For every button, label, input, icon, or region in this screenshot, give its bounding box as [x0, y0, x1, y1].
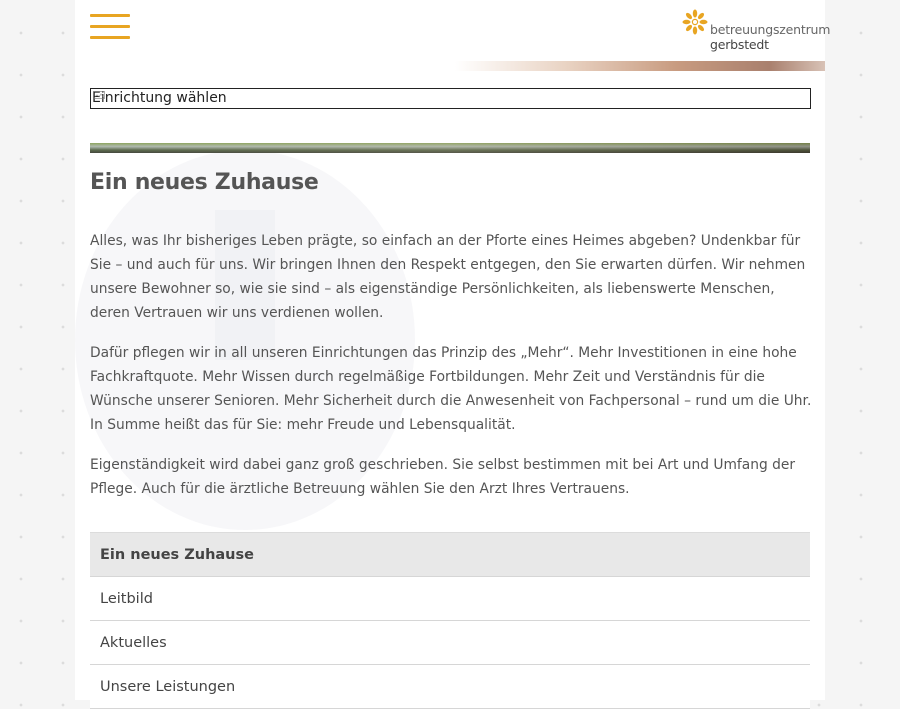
- site-logo[interactable]: [682, 9, 831, 53]
- page-title: Ein neues Zuhause: [90, 170, 319, 195]
- subnav-item-unsere-leistungen[interactable]: Unsere Leistungen: [90, 665, 810, 709]
- logo-text-line2: gerbstedt: [710, 37, 769, 52]
- section-subnav: [90, 532, 810, 709]
- main-content: [90, 229, 812, 517]
- content-paragraph: Dafür pflegen wir in all unseren Einrichtungen das Prinzip des „Mehr“. Mehr Investitionen in eine hohe Fachkraftquote. Mehr Wissen durch regelmäßige Fortbildungen. Mehr Zeit und Verständnis für die Wünsche unserer Senioren. Mehr Sicherheit durch die Anwesenheit von Fachpersonal – rund um die Uhr. In Summe heißt das für Sie: mehr Freude und Lebensqualität.: [90, 345, 812, 433]
- hamburger-menu-icon[interactable]: [90, 14, 130, 40]
- banner-image-strip: [90, 143, 810, 153]
- header-image-strip: [455, 61, 825, 71]
- subnav-item-ein-neues-zuhause[interactable]: Ein neues Zuhause: [90, 532, 810, 577]
- sun-flower-logo-icon: [682, 9, 708, 35]
- facility-select-value: Einrichtung wählen: [92, 90, 227, 106]
- facility-select[interactable]: [90, 88, 811, 109]
- broken-image-icon: [93, 91, 105, 99]
- content-paragraph: Eigenständigkeit wird dabei ganz groß geschrieben. Sie selbst bestimmen mit bei Art und Umfang der Pflege. Auch für die ärztliche Betreuung wählen Sie den Arzt Ihres Vertrauens.: [90, 457, 796, 497]
- content-paragraph: Alles, was Ihr bisheriges Leben prägte, so einfach an der Pforte eines Heimes abgeben? Undenkbar für Sie – und auch für uns. Wir bringen Ihnen den Respekt entgegen, den Sie erwarten dürfen. Wir nehmen unsere Bewohner so, wie sie sind – als eigenständige Persönlichkeiten, als liebenswerte Menschen, deren Vertrauen wir uns verdienen wollen.: [90, 233, 806, 321]
- site-header: [75, 0, 831, 72]
- subnav-item-aktuelles[interactable]: Aktuelles: [90, 621, 810, 665]
- page-container: [75, 0, 831, 700]
- logo-text-line1: betreuungszentrum: [710, 22, 831, 37]
- subnav-item-leitbild[interactable]: Leitbild: [90, 577, 810, 621]
